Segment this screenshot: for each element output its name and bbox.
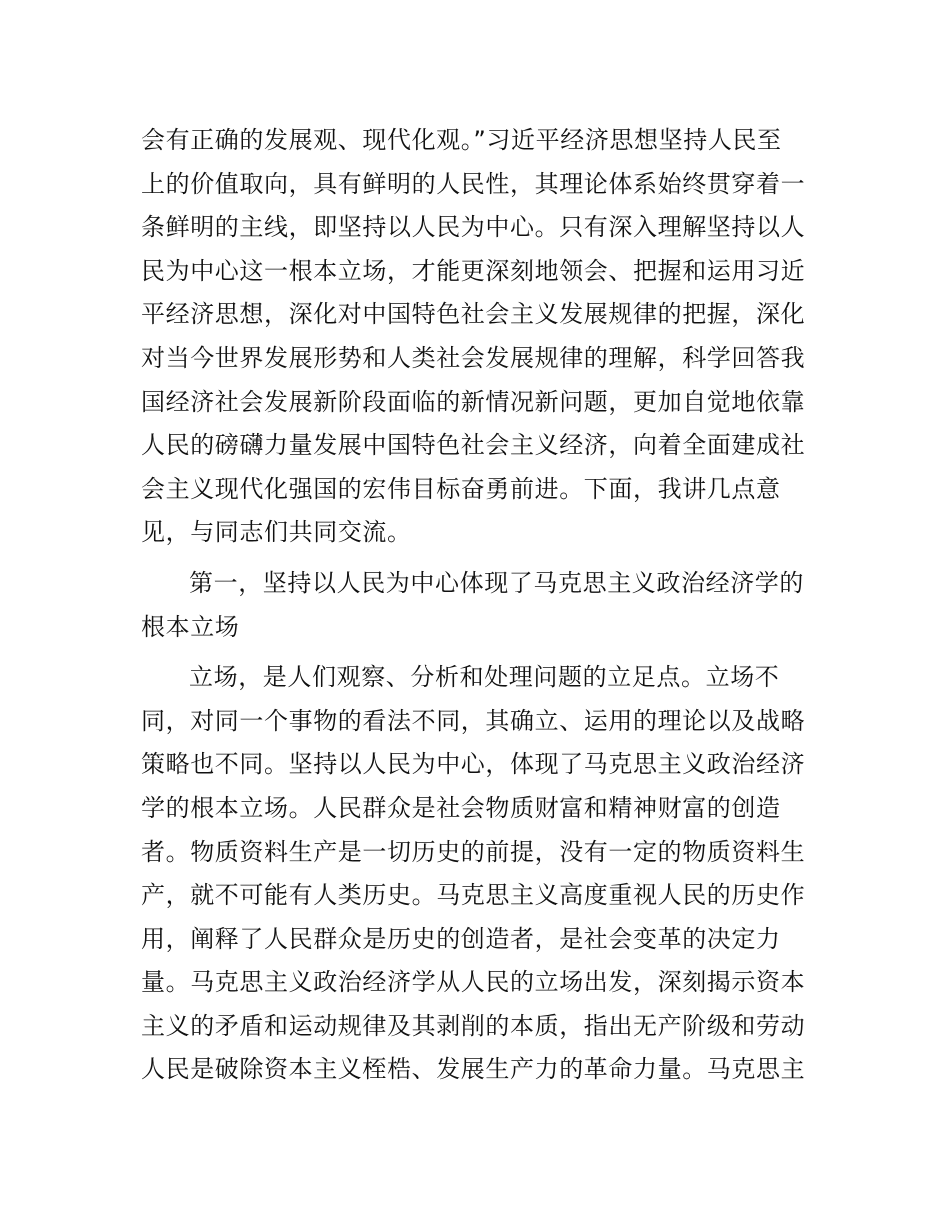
text-line: 立场，是人们观察、分析和处理问题的立足点。立场不 [189,663,780,692]
text-line: 同，对同一个事物的看法不同，其确立、运用的理论以及战略 [141,706,806,735]
text-line: 会主义现代化强国的宏伟目标奋勇前进。下面，我讲几点意 [141,474,781,503]
paragraph-gap [141,651,813,658]
heading-line: 第一，坚持以人民为中心体现了马克思主义政治经济学的 [189,568,804,597]
text-line: 民为中心这一根本立场，才能更深刻地领会、把握和运用习近 [141,256,806,285]
text-line: 者。物质资料生产是一切历史的前提，没有一定的物质资料生 [141,837,806,866]
paragraph-gap [141,557,813,564]
text-line: 策略也不同。坚持以人民为中心，体现了马克思主义政治经济 [141,750,806,779]
document-body [141,121,813,1094]
paragraph-intro [141,121,813,557]
text-line: 上的价值取向，具有鲜明的人民性，其理论体系始终贯穿着一 [141,169,806,198]
text-line: 平经济思想，深化对中国特色社会主义发展规律的把握，深化 [141,300,806,329]
text-line: 条鲜明的主线，即坚持以人民为中心。只有深入理解坚持以人 [141,213,806,242]
section-heading [141,564,813,651]
text-line: 人民的磅礴力量发展中国特色社会主义经济，向着全面建成社 [141,431,806,460]
text-line: 会有正确的发展观、现代化观。”习近平经济思想坚持人民至 [141,126,782,154]
text-line: 量。马克思主义政治经济学从人民的立场出发，深刻揭示资本 [141,968,806,997]
text-line: 见，与同志们共同交流。 [141,518,412,547]
paragraph-body [141,658,813,1094]
text-line: 学的根本立场。人民群众是社会物质财富和精神财富的创造 [141,793,781,822]
heading-line: 根本立场 [141,612,240,641]
text-line: 主义的矛盾和运动规律及其剥削的本质，指出无产阶级和劳动 [141,1011,806,1040]
text-line: 对当今世界发展形势和人类社会发展规律的理解，科学回答我 [141,343,806,372]
text-line: 产，就不可能有人类历史。马克思主义高度重视人民的历史作 [141,881,806,910]
text-line: 国经济社会发展新阶段面临的新情况新问题，更加自觉地依靠 [141,387,806,416]
text-line: 人民是破除资本主义桎梏、发展生产力的革命力量。马克思主 [141,1055,806,1084]
text-line: 用，阐释了人民群众是历史的创造者，是社会变革的决定力 [141,924,781,953]
